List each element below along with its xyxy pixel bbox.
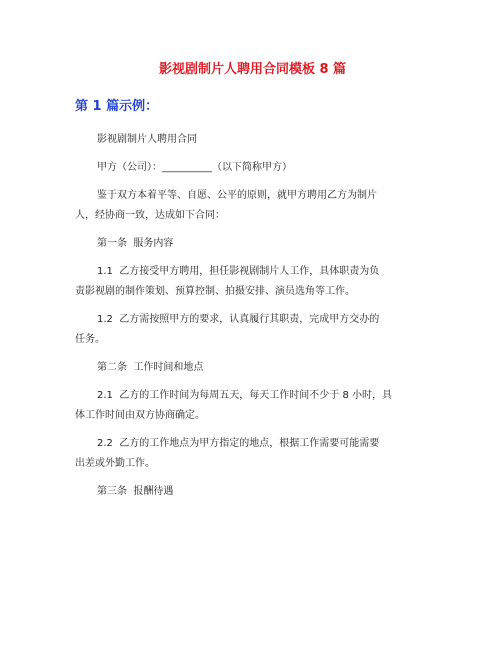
clause-2-2: 2.2 乙方的工作地点为甲方指定的地点，根据工作需要可能需要 出差或外勤工作。 — [75, 438, 380, 469]
paragraph-party-a: 甲方（公司）：__________（以下简称甲方） — [97, 162, 292, 173]
clause-2-1: 2.1 乙方的工作时间为每周五天，每天工作时间不少于 8 小时，具 体工作时间由双方协商确定。 — [75, 390, 392, 421]
article-1-heading: 第一条 服务内容 — [97, 238, 174, 249]
article-3-heading: 第三条 报酬待遇 — [97, 486, 174, 497]
paragraph-preamble: 鉴于双方本着平等、自愿、公平的原则，就甲方聘用乙方为制片 人，经协商一致，达成如下合同： — [75, 190, 377, 221]
section-heading: 第 1 篇示例： — [75, 99, 159, 114]
clause-1-2: 1.2 乙方需按照甲方的要求，认真履行其职责，完成甲方交办的 任务。 — [75, 314, 380, 345]
paragraph-contract-name: 影视剧制片人聘用合同 — [97, 134, 197, 145]
clause-1-1: 1.1 乙方接受甲方聘用，担任影视剧制片人工作，具体职责为负 责影视剧的制作策划、预算控制、拍摄安排、演员选角等工作。 — [75, 266, 380, 297]
article-2-heading: 第二条 工作时间和地点 — [97, 362, 204, 373]
document-title: 影视剧制片人聘用合同模板 8 篇 — [158, 62, 347, 77]
